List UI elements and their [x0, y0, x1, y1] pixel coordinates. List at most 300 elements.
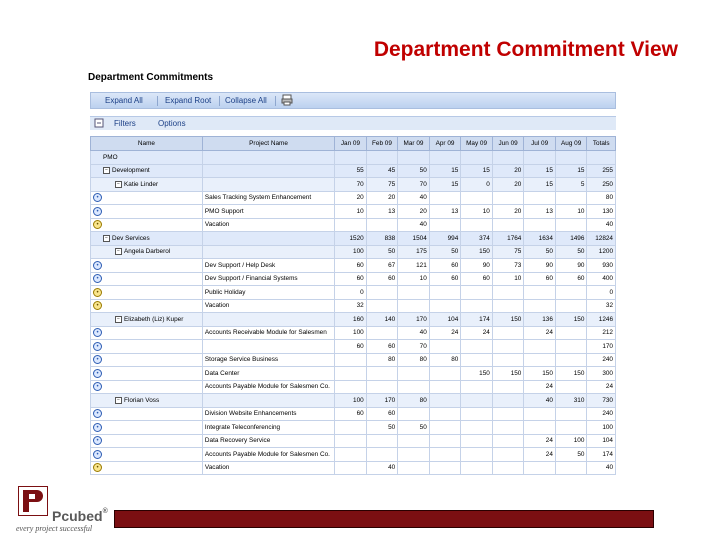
table-row[interactable] — [91, 380, 616, 394]
month-value-cell — [335, 218, 367, 232]
project-icon: • — [93, 193, 102, 202]
month-value-cell — [398, 434, 430, 448]
month-value-cell — [429, 394, 461, 408]
month-value-cell — [492, 434, 524, 448]
month-value-cell — [524, 461, 556, 475]
month-value-cell: 24 — [461, 326, 493, 340]
month-value-cell — [492, 407, 524, 421]
month-value-cell — [335, 353, 367, 367]
month-value-cell — [461, 299, 493, 313]
panel-title: Department Commitments — [88, 72, 214, 83]
table-row[interactable] — [91, 461, 616, 475]
column-header[interactable]: Jul 09 — [524, 137, 556, 151]
name-cell — [91, 461, 203, 475]
month-value-cell — [492, 191, 524, 205]
total-cell: 240 — [587, 407, 616, 421]
month-value-cell: 100 — [555, 434, 587, 448]
expand-toggle-icon[interactable]: − — [115, 181, 122, 188]
month-value-cell: 60 — [366, 272, 398, 286]
month-value-cell — [555, 151, 587, 165]
logo-registered: ® — [102, 508, 108, 515]
month-value-cell — [335, 380, 367, 394]
table-row[interactable] — [91, 448, 616, 462]
month-value-cell: 20 — [335, 191, 367, 205]
month-value-cell: 20 — [366, 191, 398, 205]
project-icon: • — [93, 450, 102, 459]
month-value-cell: 1496 — [555, 232, 587, 246]
month-value-cell — [555, 218, 587, 232]
table-row[interactable] — [91, 421, 616, 435]
nonproject-time-icon: • — [93, 463, 102, 472]
month-value-cell: 80 — [429, 353, 461, 367]
collapse-all-button[interactable]: Collapse All — [225, 96, 267, 105]
month-value-cell: 40 — [398, 218, 430, 232]
month-value-cell: 80 — [366, 353, 398, 367]
column-header[interactable]: Feb 09 — [366, 137, 398, 151]
month-value-cell: 90 — [555, 259, 587, 273]
month-value-cell: 13 — [524, 205, 556, 219]
name-cell — [91, 407, 203, 421]
expand-toggle-icon[interactable]: − — [115, 248, 122, 255]
month-value-cell: 20 — [492, 205, 524, 219]
project-name-cell: Division Website Enhancements — [202, 407, 334, 421]
month-value-cell: 10 — [492, 272, 524, 286]
total-cell: 1200 — [587, 245, 616, 259]
project-name-cell: Accounts Receivable Module for Salesmen — [202, 326, 334, 340]
project-name-cell: Vacation — [202, 461, 334, 475]
month-value-cell: 15 — [461, 164, 493, 178]
name-cell — [91, 394, 203, 408]
group-row[interactable] — [91, 394, 616, 408]
month-value-cell: 60 — [461, 272, 493, 286]
project-icon: • — [93, 274, 102, 283]
month-value-cell: 170 — [366, 394, 398, 408]
month-value-cell — [335, 421, 367, 435]
project-name-cell — [202, 245, 334, 259]
month-value-cell — [429, 218, 461, 232]
project-name-cell — [202, 151, 334, 165]
month-value-cell: 70 — [398, 340, 430, 354]
total-cell: 100 — [587, 421, 616, 435]
month-value-cell — [492, 448, 524, 462]
month-value-cell — [429, 448, 461, 462]
total-cell: 930 — [587, 259, 616, 273]
month-value-cell — [492, 218, 524, 232]
name-cell — [91, 245, 203, 259]
project-name-cell: Accounts Payable Module for Salesmen Co. — [202, 448, 334, 462]
month-value-cell: 160 — [335, 313, 367, 327]
name-cell — [91, 313, 203, 327]
month-value-cell: 100 — [335, 394, 367, 408]
filter-bar — [90, 116, 616, 130]
month-value-cell — [398, 448, 430, 462]
expand-toggle-icon[interactable]: − — [103, 235, 110, 242]
month-value-cell — [524, 407, 556, 421]
month-value-cell — [335, 448, 367, 462]
table-row[interactable] — [91, 367, 616, 381]
month-value-cell — [555, 461, 587, 475]
month-value-cell: 1634 — [524, 232, 556, 246]
month-value-cell: 75 — [366, 178, 398, 192]
table-row[interactable] — [91, 205, 616, 219]
month-value-cell: 60 — [429, 272, 461, 286]
month-value-cell — [366, 326, 398, 340]
month-value-cell — [366, 380, 398, 394]
expand-toggle-icon[interactable]: − — [103, 167, 110, 174]
nonproject-time-icon: • — [93, 220, 102, 229]
month-value-cell — [429, 151, 461, 165]
name-cell — [91, 151, 203, 165]
total-cell: 1246 — [587, 313, 616, 327]
project-name-cell — [202, 313, 334, 327]
month-value-cell: 374 — [461, 232, 493, 246]
month-value-cell — [492, 353, 524, 367]
month-value-cell: 104 — [429, 313, 461, 327]
month-value-cell: 50 — [398, 164, 430, 178]
month-value-cell — [366, 218, 398, 232]
month-value-cell: 0 — [335, 286, 367, 300]
month-value-cell — [555, 407, 587, 421]
name-cell — [91, 164, 203, 178]
project-name-cell — [202, 164, 334, 178]
month-value-cell: 80 — [398, 353, 430, 367]
month-value-cell — [524, 421, 556, 435]
project-name-cell: Dev Support / Financial Systems — [202, 272, 334, 286]
month-value-cell: 60 — [335, 259, 367, 273]
month-value-cell — [398, 380, 430, 394]
table-body — [91, 151, 616, 475]
expand-all-button[interactable]: Expand All — [105, 96, 143, 105]
total-cell: 400 — [587, 272, 616, 286]
month-value-cell — [555, 340, 587, 354]
table-row[interactable] — [91, 191, 616, 205]
project-icon: • — [93, 423, 102, 432]
pcubed-logo-mark — [18, 486, 48, 516]
total-cell: 212 — [587, 326, 616, 340]
name-cell — [91, 367, 203, 381]
total-cell: 240 — [587, 353, 616, 367]
project-name-cell — [202, 340, 334, 354]
column-header[interactable]: Name — [91, 137, 203, 151]
column-header[interactable]: Jan 09 — [335, 137, 367, 151]
total-cell: 0 — [587, 286, 616, 300]
month-value-cell: 175 — [398, 245, 430, 259]
group-row[interactable] — [91, 178, 616, 192]
nonproject-time-icon: • — [93, 288, 102, 297]
month-value-cell: 60 — [335, 407, 367, 421]
project-icon: • — [93, 382, 102, 391]
group-row[interactable] — [91, 151, 616, 165]
total-cell: 104 — [587, 434, 616, 448]
month-value-cell: 24 — [429, 326, 461, 340]
footer-bar — [114, 510, 654, 528]
month-value-cell — [524, 191, 556, 205]
month-value-cell — [335, 151, 367, 165]
toolbar-separator — [157, 96, 158, 106]
month-value-cell: 13 — [366, 205, 398, 219]
row-name: Elizabeth (Liz) Kuper — [124, 315, 184, 323]
month-value-cell: 15 — [555, 164, 587, 178]
table-row[interactable] — [91, 299, 616, 313]
month-value-cell: 100 — [335, 326, 367, 340]
month-value-cell: 1764 — [492, 232, 524, 246]
name-cell — [91, 286, 203, 300]
total-cell: 130 — [587, 205, 616, 219]
group-row[interactable] — [91, 232, 616, 246]
month-value-cell: 50 — [366, 245, 398, 259]
month-value-cell: 50 — [555, 448, 587, 462]
month-value-cell — [366, 448, 398, 462]
month-value-cell — [429, 191, 461, 205]
expand-root-button[interactable]: Expand Root — [165, 96, 212, 105]
expand-toggle-icon[interactable]: − — [115, 316, 122, 323]
slide-title: Department Commitment View — [373, 38, 678, 61]
month-value-cell — [335, 434, 367, 448]
name-cell — [91, 259, 203, 273]
logo-brand: Pcubed — [52, 508, 103, 524]
project-name-cell: Accounts Payable Module for Salesmen Co. — [202, 380, 334, 394]
month-value-cell: 13 — [429, 205, 461, 219]
project-icon: • — [93, 436, 102, 445]
name-cell — [91, 205, 203, 219]
name-cell — [91, 434, 203, 448]
table-header-row — [91, 137, 616, 151]
month-value-cell — [461, 353, 493, 367]
total-cell: 24 — [587, 380, 616, 394]
month-value-cell: 67 — [366, 259, 398, 273]
column-header[interactable]: May 09 — [461, 137, 493, 151]
month-value-cell — [524, 340, 556, 354]
month-value-cell: 136 — [524, 313, 556, 327]
commitments-table — [90, 136, 616, 475]
project-name-cell: Data Center — [202, 367, 334, 381]
month-value-cell: 20 — [492, 178, 524, 192]
table-row[interactable] — [91, 434, 616, 448]
month-value-cell — [429, 421, 461, 435]
name-cell — [91, 218, 203, 232]
column-header[interactable]: Jun 09 — [492, 137, 524, 151]
month-value-cell — [461, 286, 493, 300]
month-value-cell — [461, 421, 493, 435]
month-value-cell — [366, 367, 398, 381]
month-value-cell: 70 — [398, 178, 430, 192]
nonproject-time-icon: • — [93, 301, 102, 310]
toolbar-separator — [275, 96, 276, 106]
month-value-cell — [366, 286, 398, 300]
column-header[interactable]: Project Name — [202, 137, 334, 151]
total-cell — [587, 151, 616, 165]
month-value-cell — [492, 151, 524, 165]
name-cell — [91, 299, 203, 313]
name-cell — [91, 340, 203, 354]
project-icon: • — [93, 342, 102, 351]
table-row[interactable] — [91, 407, 616, 421]
month-value-cell: 90 — [461, 259, 493, 273]
month-value-cell — [555, 191, 587, 205]
month-value-cell: 24 — [524, 326, 556, 340]
month-value-cell — [524, 151, 556, 165]
project-name-cell: Storage Service Business — [202, 353, 334, 367]
month-value-cell — [398, 151, 430, 165]
month-value-cell — [429, 434, 461, 448]
month-value-cell — [398, 299, 430, 313]
total-cell: 80 — [587, 191, 616, 205]
month-value-cell: 0 — [461, 178, 493, 192]
row-name: Angela Darberol — [124, 248, 171, 256]
group-row[interactable] — [91, 245, 616, 259]
name-cell — [91, 448, 203, 462]
total-cell: 250 — [587, 178, 616, 192]
column-header[interactable]: Mar 09 — [398, 137, 430, 151]
month-value-cell: 80 — [398, 394, 430, 408]
month-value-cell — [461, 394, 493, 408]
table-row[interactable] — [91, 353, 616, 367]
month-value-cell: 15 — [524, 164, 556, 178]
column-header[interactable]: Totals — [587, 137, 616, 151]
filter-icon[interactable] — [94, 118, 104, 130]
month-value-cell — [524, 286, 556, 300]
group-row[interactable] — [91, 313, 616, 327]
project-name-cell: Data Recovery Service — [202, 434, 334, 448]
project-name-cell: PMO Support — [202, 205, 334, 219]
project-name-cell — [202, 178, 334, 192]
toolbar — [90, 92, 616, 109]
total-cell: 174 — [587, 448, 616, 462]
project-name-cell: Integrate Teleconferencing — [202, 421, 334, 435]
month-value-cell: 40 — [398, 191, 430, 205]
month-value-cell: 838 — [366, 232, 398, 246]
project-name-cell: Public Holiday — [202, 286, 334, 300]
project-icon: • — [93, 369, 102, 378]
row-name: Katie Linder — [124, 180, 159, 188]
month-value-cell — [461, 151, 493, 165]
month-value-cell — [398, 461, 430, 475]
month-value-cell: 20 — [492, 164, 524, 178]
month-value-cell: 100 — [335, 245, 367, 259]
total-cell: 170 — [587, 340, 616, 354]
month-value-cell: 40 — [524, 394, 556, 408]
month-value-cell: 24 — [524, 448, 556, 462]
total-cell: 730 — [587, 394, 616, 408]
row-name: Development — [112, 167, 150, 175]
expand-toggle-icon[interactable]: − — [115, 397, 122, 404]
month-value-cell — [492, 421, 524, 435]
month-value-cell — [461, 461, 493, 475]
name-cell — [91, 326, 203, 340]
month-value-cell: 150 — [492, 313, 524, 327]
month-value-cell — [555, 380, 587, 394]
month-value-cell — [429, 299, 461, 313]
month-value-cell: 10 — [555, 205, 587, 219]
month-value-cell — [461, 448, 493, 462]
project-name-cell: Vacation — [202, 299, 334, 313]
month-value-cell — [492, 340, 524, 354]
month-value-cell — [461, 191, 493, 205]
month-value-cell: 90 — [524, 259, 556, 273]
toolbar-separator — [219, 96, 220, 106]
month-value-cell: 121 — [398, 259, 430, 273]
month-value-cell: 40 — [398, 326, 430, 340]
month-value-cell: 40 — [366, 461, 398, 475]
total-cell: 40 — [587, 461, 616, 475]
month-value-cell — [492, 286, 524, 300]
month-value-cell: 140 — [366, 313, 398, 327]
month-value-cell: 10 — [335, 205, 367, 219]
print-icon[interactable] — [281, 94, 293, 108]
month-value-cell — [555, 353, 587, 367]
table-row[interactable] — [91, 218, 616, 232]
month-value-cell — [461, 380, 493, 394]
month-value-cell — [555, 299, 587, 313]
month-value-cell: 32 — [335, 299, 367, 313]
total-cell: 40 — [587, 218, 616, 232]
project-name-cell — [202, 394, 334, 408]
project-name-cell: Vacation — [202, 218, 334, 232]
month-value-cell: 10 — [461, 205, 493, 219]
filters-button[interactable]: Filters — [114, 119, 136, 128]
month-value-cell — [461, 407, 493, 421]
options-button[interactable]: Options — [158, 119, 186, 128]
name-cell — [91, 232, 203, 246]
month-value-cell: 50 — [366, 421, 398, 435]
logo-tagline: every project successful — [16, 524, 93, 533]
project-icon: • — [93, 328, 102, 337]
month-value-cell: 15 — [429, 178, 461, 192]
month-value-cell — [366, 434, 398, 448]
table-row[interactable] — [91, 272, 616, 286]
month-value-cell — [429, 286, 461, 300]
table-row[interactable] — [91, 340, 616, 354]
month-value-cell: 45 — [366, 164, 398, 178]
department-commitments-panel — [86, 70, 618, 492]
project-icon: • — [93, 207, 102, 216]
month-value-cell: 150 — [555, 367, 587, 381]
month-value-cell — [335, 367, 367, 381]
month-value-cell: 60 — [524, 272, 556, 286]
table-row[interactable] — [91, 286, 616, 300]
month-value-cell: 174 — [461, 313, 493, 327]
column-header[interactable]: Apr 09 — [429, 137, 461, 151]
month-value-cell: 60 — [429, 259, 461, 273]
month-value-cell — [429, 380, 461, 394]
name-cell — [91, 380, 203, 394]
month-value-cell — [398, 286, 430, 300]
table-row[interactable] — [91, 259, 616, 273]
row-name: PMO — [103, 153, 118, 161]
month-value-cell: 60 — [335, 340, 367, 354]
month-value-cell: 150 — [524, 367, 556, 381]
name-cell — [91, 191, 203, 205]
month-value-cell — [398, 367, 430, 381]
month-value-cell — [524, 299, 556, 313]
month-value-cell — [429, 367, 461, 381]
month-value-cell: 50 — [524, 245, 556, 259]
name-cell — [91, 272, 203, 286]
month-value-cell — [492, 326, 524, 340]
project-name-cell — [202, 232, 334, 246]
month-value-cell — [492, 299, 524, 313]
month-value-cell — [461, 340, 493, 354]
group-row[interactable] — [91, 164, 616, 178]
column-header[interactable]: Aug 09 — [555, 137, 587, 151]
project-icon: • — [93, 409, 102, 418]
name-cell — [91, 421, 203, 435]
month-value-cell: 994 — [429, 232, 461, 246]
month-value-cell — [461, 434, 493, 448]
month-value-cell: 15 — [429, 164, 461, 178]
table-row[interactable] — [91, 326, 616, 340]
month-value-cell: 60 — [335, 272, 367, 286]
